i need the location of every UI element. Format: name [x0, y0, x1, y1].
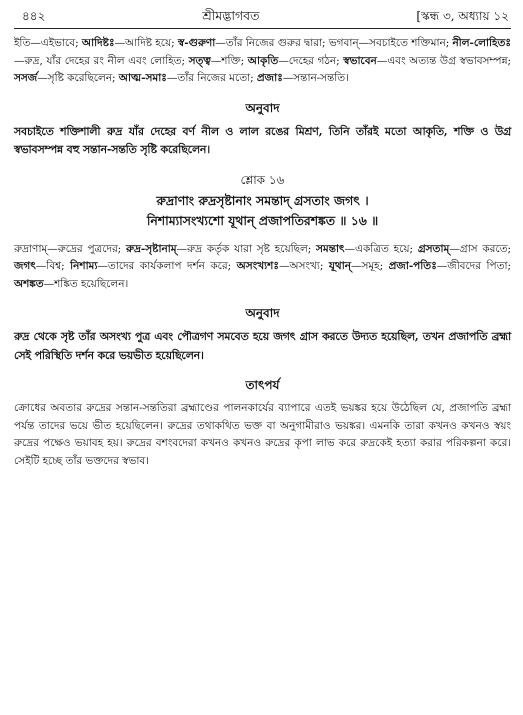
synonym-word: ভগবান্: [328, 37, 359, 49]
synonym-entry: [189, 55, 248, 67]
synonym-word: রুদ্র-সৃষ্টানাম্: [125, 242, 177, 255]
synonym-entry: [70, 260, 237, 272]
synonym-word: সমন্তাৎ: [316, 242, 345, 255]
synonym-meaning: —সমূহ;: [350, 260, 389, 273]
translation-heading: অনুবাদ: [245, 306, 280, 321]
synonym-word: রুদ্রাণাম্: [14, 242, 48, 255]
verse-line: নিশাম্যাসংখ্যশো যূথান্ প্রজাপতিরশঙ্কত ॥ ১৬ ॥: [146, 212, 379, 228]
synonym-entry: [14, 243, 126, 255]
synonym-meaning: —এবং অত্যন্ত উগ্র স্বভাবসম্পন্ন;: [376, 54, 512, 67]
synonym-word: গ্রসতাম্: [417, 242, 450, 255]
synonym-word: আকৃতি: [247, 54, 279, 67]
synonym-word: নিশাম্য: [70, 260, 98, 273]
synonym-meaning: —এইভাবে;: [30, 37, 82, 49]
synonym-entry: [248, 55, 343, 67]
word-for-word-synonyms-bottom: [14, 241, 511, 294]
page-header: [14, 8, 511, 29]
synonym-entry: [418, 243, 511, 255]
synonym-word: সসর্জ: [14, 72, 38, 85]
translation-text: সবচাইতে শক্তিশালী রুদ্র যাঁর দেহের বর্ণ নীল ও লাল রঙের মিশ্রণ, তিনি তাঁরই মতো আকৃতি, শক্তি ও উগ্র স্বভাবসম্পন্ন বহু সন্তান-সন্ততি সৃষ্টি করেছিলেন।: [14, 124, 511, 157]
synonym-entry: [14, 37, 82, 49]
synonym-meaning: —দেহের গঠন;: [278, 54, 344, 67]
verse-line: রুদ্রাণাং রুদ্রসৃষ্টানাং সমন্তাদ্ গ্রসতাং জগৎ ।: [156, 192, 369, 208]
synonym-meaning: —রুদ্র কর্তৃক যারা সৃষ্ট হয়েছিল;: [176, 242, 317, 255]
synonym-entry: [82, 37, 178, 49]
synonym-meaning: —তাদের কার্যকলাপ দর্শন করে;: [97, 260, 237, 273]
synonym-word: নীল-লোহিতঃ: [452, 37, 511, 49]
chapter-reference: [স্কন্ধ ৩, অধ্যায় ১২: [416, 9, 509, 23]
synonym-meaning: —বিশ্ব;: [35, 260, 71, 273]
synonym-meaning: —তাঁর নিজের গুরুর দ্বারা;: [215, 37, 329, 49]
synonym-meaning: —রুদ্র, যাঁর দেহের রং নীল এবং লোহিত;: [14, 54, 189, 67]
translation-text: রুদ্র থেকে সৃষ্ট তাঁর অসংখ্য পুত্র এবং পৌত্রগণ সমবেত হয়ে জগৎ গ্রাস করতে উদ্যত হয়েছিল, তখন প্রজাপতি ব্রহ্মা সেই পরিস্থিতি দর্শন করে ভয়ভীত হয়েছিলেন।: [14, 330, 511, 362]
book-page: [14, 8, 511, 471]
synonym-entry: [316, 243, 418, 255]
synonym-meaning: —আদিষ্ট হয়ে;: [114, 37, 178, 49]
synonym-meaning: —অসংখ্য;: [278, 260, 329, 273]
synonym-entry: [389, 260, 511, 272]
synonym-word: স্ব-গুরুণা: [177, 37, 216, 49]
synonym-entry: [178, 37, 329, 49]
synonym-entry: [329, 260, 389, 272]
synonym-word: অশঙ্কত: [14, 277, 44, 290]
synonym-meaning: —সৃষ্টি করেছিলেন;: [37, 72, 119, 85]
purport-text: ক্রোধের অবতার রুদ্রের সন্তান-সন্ততিরা ব্রহ্মাণ্ডের পালনকার্যের ব্যাপারে এতই ভয়ঙ্কর হয়ে উঠেছিল যে, প্রজাপতি ব্রহ্মা পর্যন্ত তাদের ভয়ে ভীত হয়েছিলেন। রুদ্রের তথাকথিত ভক্ত বা অনুগামীরাও ভয়ঙ্কর। এমনকি তারা কখনও কখনও স্বয়ং রুদ্রের পক্ষেও ভয়াবহ হয়। রুদ্রের বশংবদেরা কখনও কখনও রুদ্রের কৃপা লাভ করে রুদ্রকেই হত্যা করার পরিকল্পনা করে। সেইটি হচ্ছে তাঁর ভক্তদের স্বভাব।: [14, 402, 511, 467]
synonym-meaning: —একত্রিত হয়ে;: [344, 242, 418, 255]
purport-heading: তাৎপর্য: [245, 378, 280, 393]
word-for-word-synonyms-top: [14, 35, 511, 88]
synonym-word: স্বভাবেন: [343, 54, 377, 67]
synonym-entry: [14, 72, 119, 84]
synonym-meaning: —তাঁর নিজের মতো;: [166, 72, 257, 85]
verse-label: শ্লোক ১৬: [240, 172, 285, 187]
synonym-meaning: —সবচাইতে শক্তিমান;: [358, 37, 453, 49]
translation-heading: অনুবাদ: [245, 100, 280, 115]
synonym-word: যূথান্: [328, 260, 351, 273]
synonym-meaning: —শক্তি;: [210, 54, 248, 67]
synonym-entry: [237, 260, 329, 272]
synonym-meaning: —গ্রাস করতে;: [449, 242, 511, 255]
synonym-word: ইতি: [14, 37, 31, 49]
synonym-entry: [126, 243, 316, 255]
synonym-meaning: —জীবদের পিতা;: [436, 260, 511, 273]
synonym-word: আদিষ্টঃ: [81, 37, 115, 49]
synonym-word: আত্ম-সমাঃ: [118, 72, 167, 85]
synonym-entry: [119, 72, 257, 84]
page-number: ৪৪২: [22, 9, 46, 23]
sanskrit-verse: [14, 191, 511, 231]
synonym-entry: [329, 37, 453, 49]
synonym-meaning: —শঙ্কিত হয়েছিলেন।: [43, 277, 129, 290]
synonym-word: সত্ত্ব: [188, 54, 211, 67]
synonym-word: জগৎ: [14, 260, 36, 273]
synonym-entry: [257, 72, 349, 84]
synonym-entry: [343, 55, 511, 67]
synonym-word: প্রজা-পতিঃ: [388, 260, 437, 273]
synonym-meaning: —রুদ্রের পুত্রদের;: [47, 242, 126, 255]
synonym-word: অসংখ্যশঃ: [236, 260, 279, 273]
synonym-entry: [14, 278, 128, 290]
book-title: শ্রীমদ্ভাগবত: [202, 8, 260, 23]
synonym-meaning: —সন্তান-সন্ততি।: [282, 72, 349, 85]
synonym-entry: [14, 260, 70, 272]
synonym-word: প্রজাঃ: [256, 72, 283, 85]
